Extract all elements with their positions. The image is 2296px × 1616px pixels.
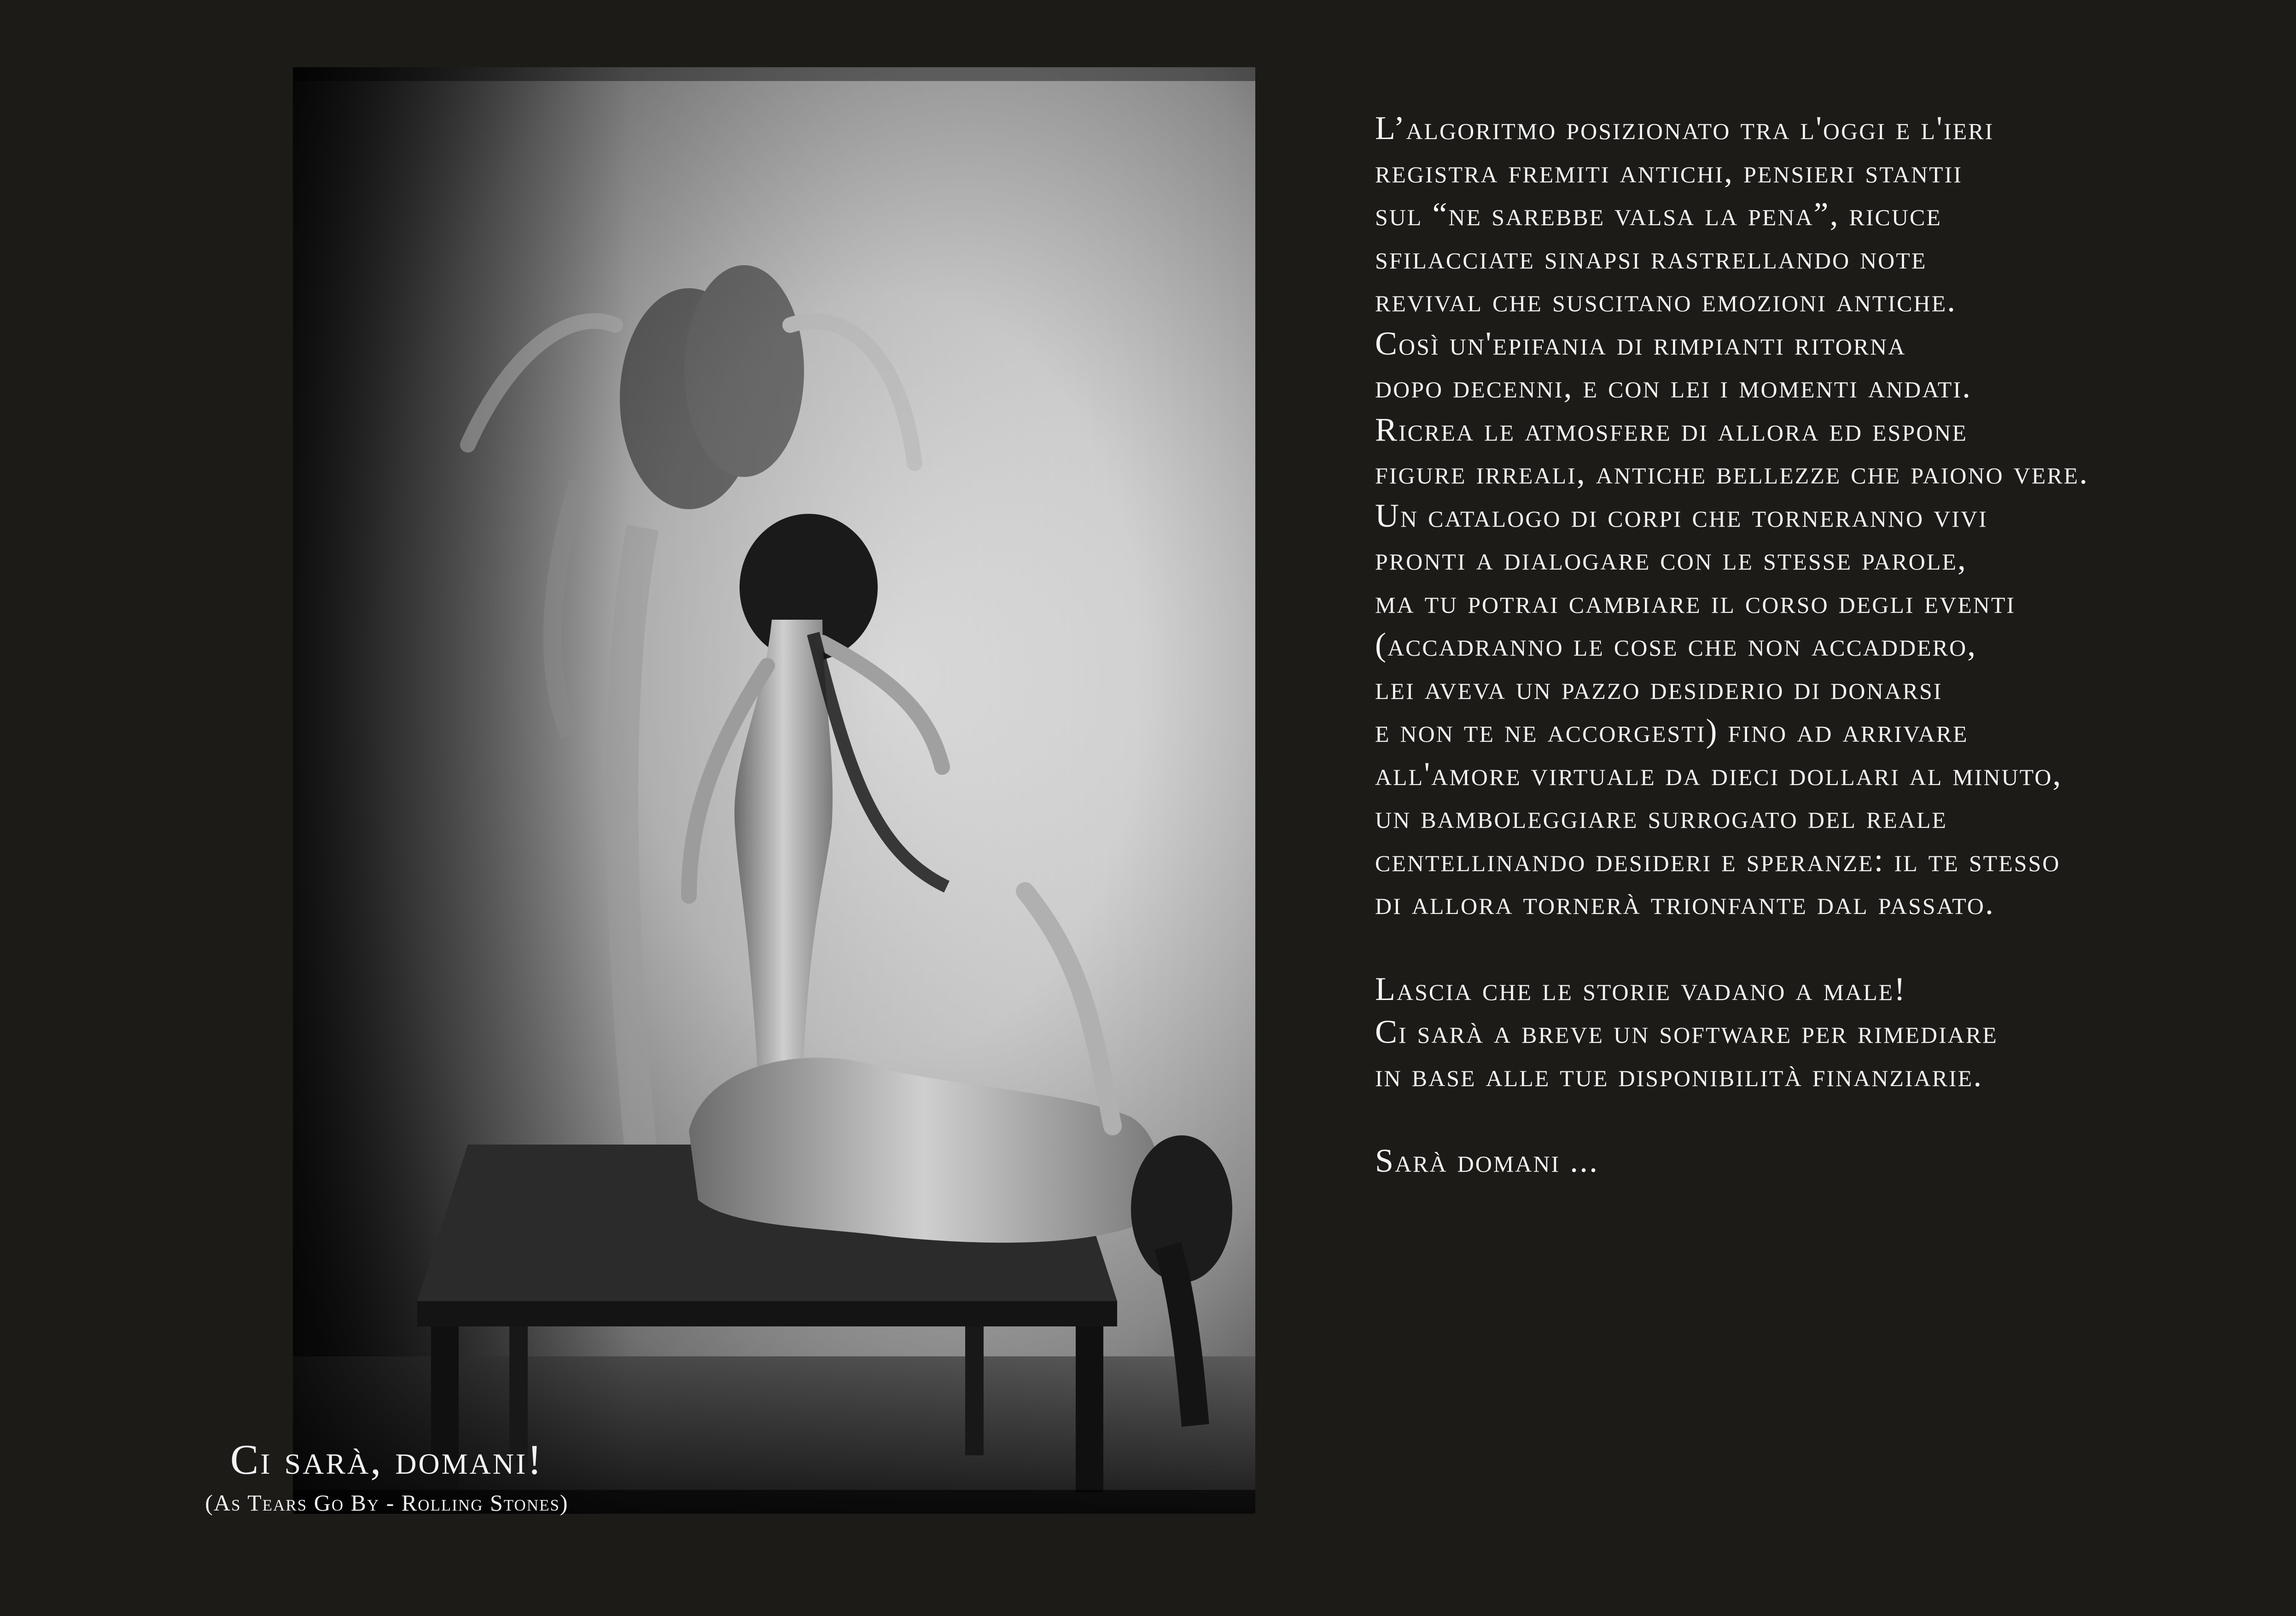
poem-line: centellinando desideri e speranze: il te stesso bbox=[1375, 841, 2061, 878]
poem-line: L’algoritmo posizionato tra l'oggi e l'ieri bbox=[1375, 110, 1994, 146]
poem-line: sfilacciate sinapsi rastrellando note bbox=[1375, 238, 1927, 276]
poem-line: lei aveva un pazzo desiderio di donarsi bbox=[1375, 669, 1943, 706]
poem-line: Sarà domani ... bbox=[1375, 1142, 1599, 1179]
caption bbox=[138, 1436, 635, 1516]
poem-line: figure irreali, antiche bellezze che paiono vere. bbox=[1375, 454, 2089, 491]
poem-line: un bamboleggiare surrogato del reale bbox=[1375, 798, 1947, 835]
poem-stanza bbox=[1375, 1139, 2278, 1183]
caption-subtitle: (As Tears Go By - Rolling Stones) bbox=[205, 1490, 569, 1516]
poem-line: registra fremiti antichi, pensieri stantii bbox=[1375, 152, 1963, 190]
poem-line: sul “ne sarebbe valsa la pena”, ricuce bbox=[1375, 196, 1942, 233]
black-and-white-photograph bbox=[293, 67, 1255, 1514]
poem-stanza bbox=[1375, 107, 2278, 925]
poem-line: (accadranno le cose che non accaddero, bbox=[1375, 626, 1977, 663]
poem-line: e non te ne accorgesti) fino ad arrivare bbox=[1375, 712, 1969, 749]
poem-line: Ricrea le atmosfere di allora ed espone bbox=[1375, 411, 1968, 448]
poem-text bbox=[1375, 107, 2278, 1226]
photo-artwork bbox=[293, 67, 1255, 1514]
poem-line: Così un'epifania di rimpianti ritorna bbox=[1375, 325, 1906, 362]
poem-line: revival che suscitano emozioni antiche. bbox=[1375, 282, 1957, 319]
caption-title: Ci sarà, domani! bbox=[230, 1436, 544, 1483]
poem-line: Un catalogo di corpi che torneranno vivi bbox=[1375, 497, 1988, 534]
poem-line: ma tu potrai cambiare il corso degli eventi bbox=[1375, 583, 2016, 620]
poem-line: Lascia che le storie vadano a male! bbox=[1375, 970, 1907, 1007]
poem-line: all'amore virtuale da dieci dollari al minuto, bbox=[1375, 755, 2063, 792]
poem-stanza bbox=[1375, 968, 2278, 1097]
poem-line: dopo decenni, e con lei i momenti andati. bbox=[1375, 368, 1972, 405]
poem-line: in base alle tue disponibilità finanziarie. bbox=[1375, 1056, 1983, 1093]
poem-line: Ci sarà a breve un software per rimediare bbox=[1375, 1013, 1998, 1050]
poem-line: pronti a dialogare con le stesse parole, bbox=[1375, 540, 1967, 577]
poem-line: di allora tornerà trionfante dal passato. bbox=[1375, 884, 1995, 921]
